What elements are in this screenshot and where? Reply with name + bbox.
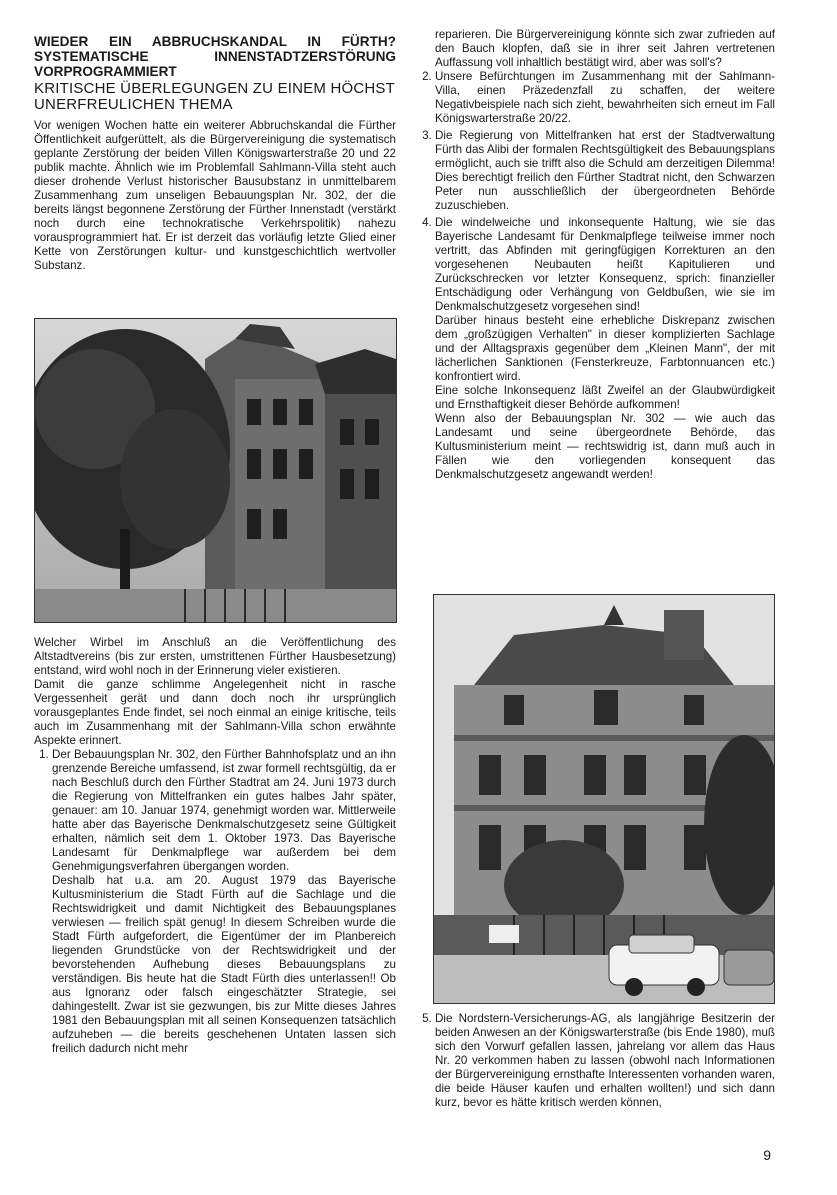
page-number: 9 [763, 1147, 771, 1163]
list-item [52, 748, 396, 1056]
list-item [435, 216, 775, 482]
villa-photo-left [34, 318, 397, 623]
list-item [435, 129, 775, 213]
item-3-paragraph: 3. Die Regierung von Mittelfranken hat erst der Stadtverwaltung Fürth das Alibi der formalen Rechtsgültigkeit des Bebauungsplans ermöglicht, auch sie trifft also die Schuld am derzeitigen Dilemma! Dies berechtigt freilich den Fürther Stadtrat nicht, den Schwarzen Peter nun ausschließlich der übergeordneten Behörde zuzuschieben. [435, 129, 775, 212]
item-4-paragraph-1: 4. Die windelweiche und inkonsequente Haltung, wie sie das Bayerische Landesamt für Denkmalpflege teilweise immer noch vertritt, das Abfinden mit geringfügigen Korrekturen an den vorgesehenen Neubauten heißt Kapitulieren und Zurückschrecken vor letzter Konsequenz, sprich: finanzieller Entschädigung oder Verhängung von Geldbußen, wie sie im Denkmalschutzgesetz vorgesehen sind! [435, 216, 775, 313]
left-column-top [34, 34, 396, 273]
points-list-part-1 [34, 748, 396, 1056]
points-list-part-2 [417, 70, 775, 482]
points-list-part-3 [417, 1012, 775, 1110]
item-4-paragraph-2: Darüber hinaus besteht eine erhebliche Diskrepanz zwischen dem „großzügigen Verhalten" in dieser komplizierten Sachlage und der Alltagspraxis gegenüber dem „Kleinen Mann", der mit lächerlichen Sanktionen (Fensterkreuze, Farbtonnuancen etc.) konfrontiert wird. [435, 314, 775, 383]
article-subhead: KRITISCHE ÜBERLEGUNGEN ZU EINEM HÖCHST UNERFREULICHEN THEMA [34, 80, 395, 113]
paragraph-vergessenheit: Damit die ganze schlimme Angelegenheit nicht in rasche Vergessenheit gerät und dann doch noch ihr ursprünglich vorausgeplantes Ende findet, sei noch einmal an einige kritische, teils auch im Zusammenhang mit der Sahlmann-Villa schon erwähnte Aspekte erinnert. [34, 678, 396, 747]
villa-photo-right [433, 594, 775, 1004]
list-item [435, 70, 775, 126]
intro-paragraph: Vor wenigen Wochen hatte ein weiterer Abbruchskandal die Fürther Öffentlichkeit aufgerüttelt, als die Bürgervereinigung die systematisch geplante Zerstörung der beiden Villen Königswarterstraße 20 und 22 publik machte. Ähnlich wie im Problemfall Sahlmann-Villa steht auch dieser drohende Verlust historischer Bausubstanz in unmittelbarem Zusammenhang zum unseligen Bebauungsplan Nr. 302, der die bereits längst begonnene Zerstörung der Fürther Innenstadt (verstärkt noch durch eine technokratische Verkehrspolitik) nahezu vorausprogrammiert hat. Er ist derzeit das vorläufig letzte Glied einer Kette von Zerstörungen kultur- und kunstgeschichtlich wertvoller Substanz. [34, 119, 396, 272]
right-column-bottom [417, 1012, 775, 1113]
item-1-paragraph-1: 1. Der Bebauungsplan Nr. 302, den Fürther Bahnhofsplatz und an ihn grenzende Bereiche umfassend, ist zwar formell rechtsgültig, da er nach Beschluß durch den Fürther Stadtrat am 24. Juni 1973 durch die Regierung von Mittelfranken ein gutes halbes Jahr später, genauer: am 10. Januar 1974, genehmigt worden war. Mittlerweile hatte aber das Bayerische Denkmalschutzgesetz seine Gültigkeit erhalten, nämlich seit dem 1. Oktober 1973. Das Bayerische Landesamt für Denkmalpflege war außerdem bei dem Genehmigungsverfahren übergangen worden. [52, 748, 396, 873]
item-2-paragraph: 2. Unsere Befürchtungen im Zusammenhang mit der Sahlmann-Villa, einen Präzedenzfall zu schaffen, der weitere Negativbeispiele nach sich zieht, bewahrheiten sich erneut im Fall Königswarterstraße 20/22. [435, 70, 775, 125]
left-column-bottom [34, 636, 396, 1059]
article-headline: WIEDER EIN ABBRUCHSKANDAL IN FÜRTH? SYSTEMATISCHE INNENSTADTZERSTÖRUNG VORPROGRAMMIERT [34, 34, 396, 79]
continued-paragraph: reparieren. Die Bürgervereinigung könnte sich zwar zufrieden auf den Bauch klopfen, daß sie in ihrer seit Jahren vertretenen Auffassung voll inhaltlich bestätigt wird, aber was soll's? [435, 28, 775, 69]
list-item [435, 1012, 775, 1110]
item-4-paragraph-3: Eine solche Inkonsequenz läßt Zweifel an der Glaubwürdigkeit und Ernsthaftigkeit dieser Behörde aufkommen! [435, 384, 775, 411]
item-1-paragraph-2: Deshalb hat u.a. am 20. August 1979 das Bayerische Kultusministerium die Stadt Fürth auf die Sachlage und die Rechtswidrigkeit und damit Nichtigkeit des Bebauungsplanes verwiesen — freilich spät genug! In diesem Schreiben wurde die Stadt Fürth aufgefordert, die Eigentümer der im Planbereich liegenden Grundstücke von der Rechtswidrigkeit und der bevorstehenden Aufhebung dieses Bebauungsplans zu verständigen. Bis heute hat die Stadt Fürth dies unterlassen!! Ob aus Ignoranz oder falsch eingeschätzter Strategie, sei dahingestellt. Zwar ist sie gezwungen, bis zur Mitte dieses Jahres 1981 den Bebauungsplan mit all seinen Konsequenzen tatsächlich aufzuheben — die bereits geschehenen Untaten lassen sich freilich dadurch nicht mehr [52, 874, 396, 1055]
item-4-paragraph-4: Wenn also der Bebauungsplan Nr. 302 — wie auch das Landesamt und seine übergeordnete Behörde, das Kultusministerium meint — rechtswidrig ist, dann muß auch in Fällen wie den vorliegenden konsequent das Denkmalschutzgesetz angewandt werden! [435, 412, 775, 481]
paragraph-wirbel: Welcher Wirbel im Anschluß an die Veröffentlichung des Altstadtvereins (bis zur ersten, umstrittenen Fürther Hausbesetzung) entstand, wird wohl noch in der Erinnerung vieler existieren. [34, 636, 396, 677]
right-column-top [417, 28, 775, 485]
item-5-paragraph: 5. Die Nordstern-Versicherungs-AG, als langjährige Besitzerin der beiden Anwesen an der Königswarterstraße (bis Ende 1980), muß sich den Vorwurf gefallen lassen, jahrelang vor allem das Haus Nr. 20 verkommen haben zu lassen (obwohl nach Informationen der Bürgervereinigung ernsthafte Interessenten vorhanden waren, die beide Häuser kaufen und erhalten wollten!) und sich dann kurz, bevor es hätte kritisch werden können, [435, 1012, 775, 1109]
